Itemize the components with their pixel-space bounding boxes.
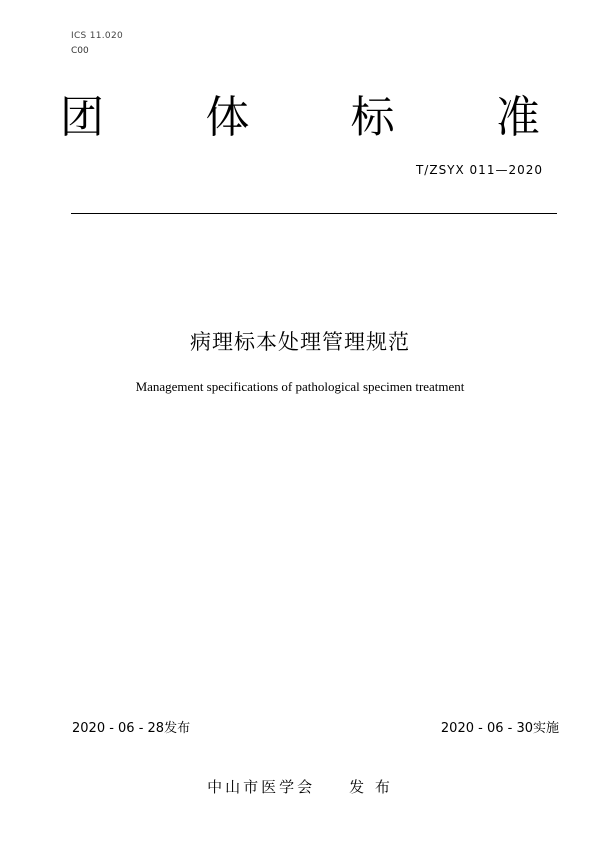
- english-title: Management specifications of pathological specimen treatment: [135, 379, 465, 394]
- heading-char-1: 团: [60, 92, 104, 143]
- heading-char-3: 标: [350, 92, 395, 143]
- heading-char-4: 准: [495, 92, 540, 143]
- publisher-action: 发 布: [349, 778, 393, 796]
- publisher-name: 中山市医学会: [207, 778, 316, 796]
- implement-date: 2020 - 06 - 30实施: [440, 721, 559, 736]
- heading-char-2: 体: [205, 92, 250, 143]
- ics-code: ICS 11.020: [71, 31, 124, 41]
- document-type-heading: [60, 88, 540, 148]
- standard-number: T/ZSYX 011—2020: [415, 163, 543, 177]
- publish-date: 2020 - 06 - 28发布: [72, 721, 191, 736]
- chinese-title: 病理标本处理管理规范: [190, 330, 410, 354]
- header-divider: [71, 213, 557, 214]
- ccs-code: C00: [71, 46, 89, 56]
- publisher-line: [0, 776, 600, 797]
